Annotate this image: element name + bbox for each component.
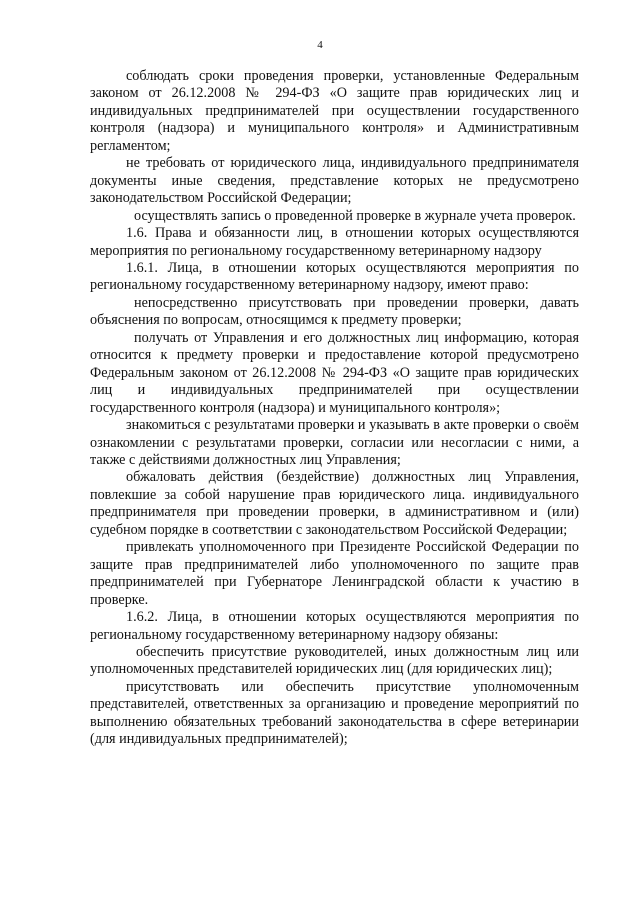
paragraph-involve-ombudsman: привлекать уполномоченного при Президенте Российской Федерации по защите прав предпринимателей либо уполномоченного по защите прав предпринимателей при Губернаторе Ленинградской области к участию в проверке. bbox=[90, 539, 579, 608]
document-body bbox=[90, 68, 579, 749]
paragraph-ensure-presence-legal: обеспечить присутствие руководителей, иных должностным лиц или уполномоченных представителей юридических лиц (для юридических лиц); bbox=[90, 643, 579, 678]
paragraph-deadlines: соблюдать сроки проведения проверки, установленные Федеральным законом от 26.12.2008 № 294-ФЗ «О защите прав юридических лиц и индивидуальных предпринимателей при осуществлении государственного контроля (надзора) и муниципального контроля» и Административным регламентом; bbox=[90, 68, 579, 154]
section-heading-1-6-2: 1.6.2. Лица, в отношении которых осуществляются мероприятия по региональному государственному ветеринарному надзору обязаны: bbox=[90, 609, 579, 643]
paragraph-attend-inspection: непосредственно присутствовать при проведении проверки, давать объяснения по вопросам, относящимся к предмету проверки; bbox=[90, 294, 579, 329]
paragraph-journal-record: осуществлять запись о проведенной проверке в журнале учета проверок. bbox=[134, 207, 576, 224]
page-number: 4 bbox=[317, 39, 323, 51]
section-heading-1-6: 1.6. Права и обязанности лиц, в отношении которых осуществляются мероприятия по региональному государственному ветеринарному надзору bbox=[90, 225, 579, 259]
paragraph-ensure-presence-individual: присутствовать или обеспечить присутствие уполномоченным представителей, ответственных за организацию и проведение мероприятий по выполнению обязательных требований законодательства в сфере ветеринарии (для индивидуальных предпринимателей); bbox=[90, 678, 579, 748]
paragraph-receive-information: получать от Управления и его должностных лиц информацию, которая относится к предмету проверки и предоставление которой предусмотрено Федеральным законом от 26.12.2008 № 294-ФЗ «О защите прав юридических лиц и индивидуальных предпринимателей при осуществлении государственного контроля (надзора) и муниципального контроля»; bbox=[90, 329, 579, 416]
section-heading-1-6-1: 1.6.1. Лица, в отношении которых осуществляются мероприятия по региональному государственному ветеринарному надзору, имеют право: bbox=[90, 259, 579, 294]
paragraph-appeal-actions: обжаловать действия (бездействие) должностных лиц Управления, повлекшие за собой нарушение прав юридического лица. индивидуального предпринимателя при проведении проверки, в административном и (или) судебном порядке в соответствии с законодательством Российской Федерации; bbox=[90, 469, 579, 538]
paragraph-no-extra-documents: не требовать от юридического лица, индивидуального предпринимателя документы иные сведения, представление которых не предусмотрено законодательством Российской Федерации; bbox=[90, 155, 579, 207]
paragraph-review-results: знакомиться с результатами проверки и указывать в акте проверки о своём ознакомлении с результатами проверки, согласии или несогласии с ними, а также с действиями должностных лиц Управления; bbox=[90, 417, 579, 468]
